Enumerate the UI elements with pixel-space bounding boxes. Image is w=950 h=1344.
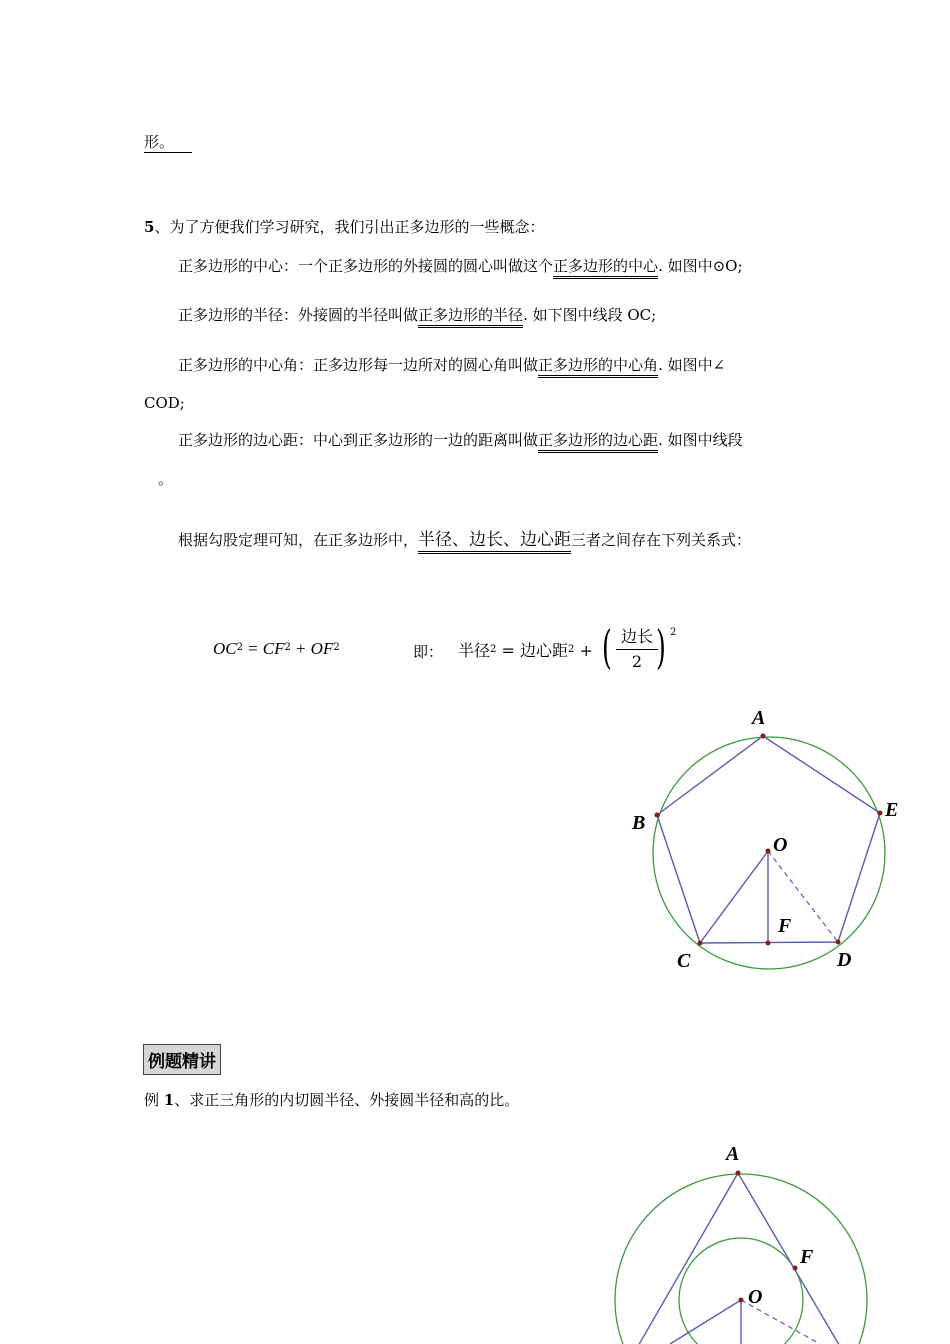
def-term: 正多边形的半径: [178, 306, 284, 324]
def-tail: . 如图中∠: [658, 356, 726, 374]
label-f: F: [800, 1246, 814, 1268]
segment-o-left: [670, 1300, 741, 1344]
def-term: 正多边形的边心距: [178, 431, 299, 449]
formula-exp: 2: [284, 642, 291, 653]
formula-eq: =: [248, 639, 258, 658]
def-text: 中心到正多边形的一边的距离叫做: [313, 431, 539, 449]
pythagoras-emph: 半径、边长、边心距: [418, 530, 571, 554]
example-header: 例题精讲: [143, 1044, 221, 1075]
def-text: 外接圆的半径叫做: [298, 306, 419, 324]
def-emph: 正多边形的边心距: [538, 431, 658, 453]
formula-apothem: 边心距: [519, 641, 568, 660]
example-text: 、求正三角形的内切圆半径、外接圆半径和高的比。: [174, 1091, 520, 1109]
label-f: F: [778, 915, 792, 937]
formula-oc: OC: [213, 639, 237, 658]
def-text: 一个正多边形的外接圆的圆心叫做这个: [298, 257, 554, 275]
label-o: O: [773, 834, 788, 856]
formula-plus2: +: [579, 641, 593, 660]
def-text: 正多边形每一边所对的圆心角叫做: [313, 356, 539, 374]
def-sep: ：: [283, 306, 299, 324]
formula-exp: 2: [568, 644, 575, 655]
formula-ji: 即：: [413, 643, 444, 661]
def-sep: ：: [283, 257, 299, 275]
formula-of: OF: [310, 639, 334, 658]
def-sep: ：: [298, 431, 314, 449]
section-intro: 、为了方便我们学习研究，我们引出正多边形的一些概念：: [154, 218, 545, 236]
def-term: 正多边形的中心: [178, 257, 284, 275]
formula-eq2: =: [501, 641, 515, 660]
example-label: 例: [144, 1091, 164, 1109]
label-e: E: [885, 799, 899, 821]
def-emph: 正多边形的中心: [553, 257, 658, 279]
def-tail: . 如图中线段: [658, 431, 743, 449]
side-right: [738, 1173, 848, 1344]
label-d: D: [837, 949, 852, 971]
label-a: A: [726, 1143, 740, 1165]
formula-denominator: 2: [631, 652, 643, 671]
pythagoras-prefix: 根据勾股定理可知，在正多边形中，: [178, 531, 419, 549]
formula-exp: 2: [333, 642, 340, 653]
side-left: [630, 1173, 738, 1344]
definition-central-angle-cont: COD;: [144, 394, 185, 412]
definition-apothem-cont: 。: [158, 470, 174, 488]
def-tail: . 如图中⊙O;: [658, 257, 743, 275]
formula-paren-right: ): [656, 620, 666, 674]
formula-cf: CF: [262, 639, 285, 658]
label-o: O: [748, 1286, 763, 1308]
label-b: B: [632, 812, 646, 834]
formula-paren-left: (: [602, 620, 612, 674]
def-term: 正多边形的中心角: [178, 356, 299, 374]
def-emph: 正多边形的半径: [418, 306, 523, 328]
top-fragment: 形。: [144, 132, 192, 153]
section-number: 5: [144, 218, 155, 236]
formula-numerator: 边长: [620, 627, 653, 646]
formula-exp: 2: [490, 644, 497, 655]
point-o: [739, 1298, 744, 1303]
label-c: C: [677, 950, 691, 972]
formula-radius: 半径: [458, 641, 491, 660]
formula-outer-exp: 2: [670, 627, 677, 638]
point-f: [793, 1266, 798, 1271]
def-emph: 正多边形的中心角: [538, 356, 658, 378]
def-tail: . 如下图中线段 OC;: [523, 306, 657, 324]
point-a: [736, 1171, 741, 1176]
formula-exp: 2: [236, 642, 243, 653]
formula-plus: +: [295, 639, 306, 658]
label-a: A: [752, 707, 766, 729]
pythagoras-suffix: 三者之间存在下列关系式：: [571, 531, 752, 549]
example-number: 1: [163, 1091, 175, 1109]
def-sep: ：: [298, 356, 314, 374]
